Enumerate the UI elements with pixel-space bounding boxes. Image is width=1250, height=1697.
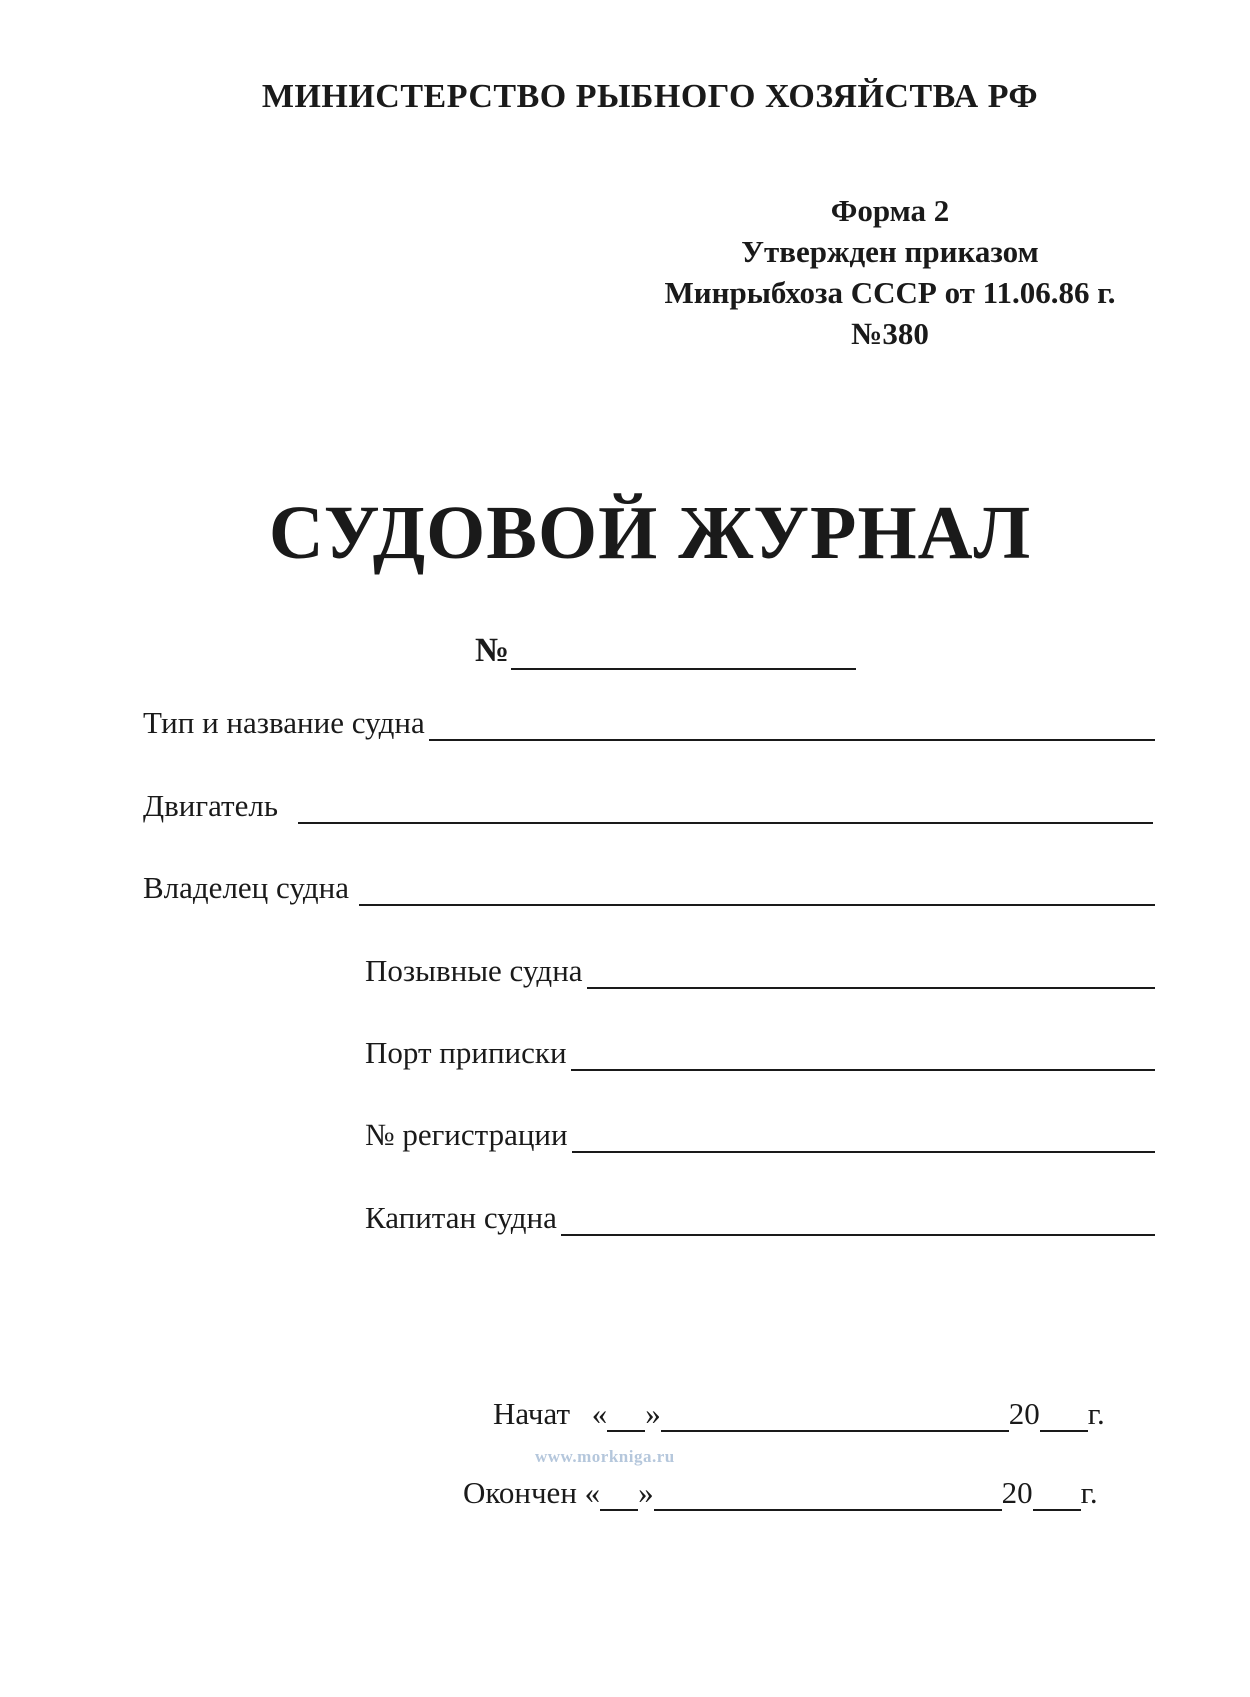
started-year-prefix: 20	[1008, 1396, 1040, 1431]
registration-line[interactable]	[572, 1117, 1155, 1153]
finished-date-row	[463, 1475, 1098, 1511]
started-close-quote: »	[645, 1396, 661, 1431]
started-day-blank[interactable]	[607, 1400, 645, 1432]
owner-field[interactable]	[143, 870, 1155, 906]
started-date-row	[493, 1396, 1105, 1432]
started-year-suffix: г.	[1087, 1396, 1105, 1431]
engine-line[interactable]	[298, 788, 1153, 824]
owner-line[interactable]	[359, 870, 1155, 906]
finished-open-quote: «	[584, 1475, 601, 1510]
captain-label: Капитан судна	[365, 1200, 557, 1235]
started-month-blank[interactable]	[661, 1400, 1009, 1432]
finished-year-suffix: г.	[1080, 1475, 1098, 1510]
started-open-quote: «	[591, 1396, 608, 1431]
call-sign-label: Позывные судна	[365, 953, 583, 988]
home-port-label: Порт приписки	[365, 1035, 567, 1070]
order-label: Минрыбхоза СССР от 11.06.86 г.	[664, 275, 1116, 310]
ministry-header: МИНИСТЕРСТВО РЫБНОГО ХОЗЯЙСТВА РФ	[261, 78, 1039, 115]
vessel-type-name-field[interactable]	[143, 705, 1155, 741]
registration-field[interactable]	[365, 1117, 1155, 1153]
owner-label: Владелец судна	[143, 870, 350, 905]
captain-field[interactable]	[365, 1200, 1155, 1236]
engine-label: Двигатель	[143, 788, 278, 823]
finished-day-blank[interactable]	[600, 1479, 638, 1511]
home-port-field[interactable]	[365, 1035, 1155, 1071]
finished-year-blank[interactable]	[1033, 1479, 1081, 1511]
journal-number-field[interactable]	[475, 630, 856, 670]
home-port-line[interactable]	[571, 1035, 1155, 1071]
registration-label: № регистрации	[365, 1117, 568, 1152]
journal-number-label: №	[475, 632, 510, 669]
vessel-type-name-label: Тип и название судна	[143, 705, 425, 740]
journal-number-line[interactable]	[511, 630, 856, 670]
page-title: СУДОВОЙ ЖУРНАЛ	[268, 491, 1032, 575]
call-sign-field[interactable]	[365, 953, 1155, 989]
order-number: №380	[851, 316, 929, 351]
engine-field[interactable]	[143, 788, 1153, 824]
watermark: www.morkniga.ru	[535, 1447, 675, 1466]
started-label: Начат	[493, 1396, 571, 1431]
captain-line[interactable]	[561, 1200, 1155, 1236]
finished-close-quote: »	[638, 1475, 654, 1510]
started-year-blank[interactable]	[1040, 1400, 1088, 1432]
call-sign-line[interactable]	[587, 953, 1155, 989]
approved-by-label: Утвержден приказом	[741, 234, 1039, 269]
approval-block	[600, 190, 1180, 354]
finished-label: Окончен	[463, 1475, 577, 1510]
form-label: Форма 2	[830, 193, 950, 228]
vessel-type-name-line[interactable]	[429, 705, 1155, 741]
finished-month-blank[interactable]	[654, 1479, 1002, 1511]
finished-year-prefix: 20	[1001, 1475, 1033, 1510]
